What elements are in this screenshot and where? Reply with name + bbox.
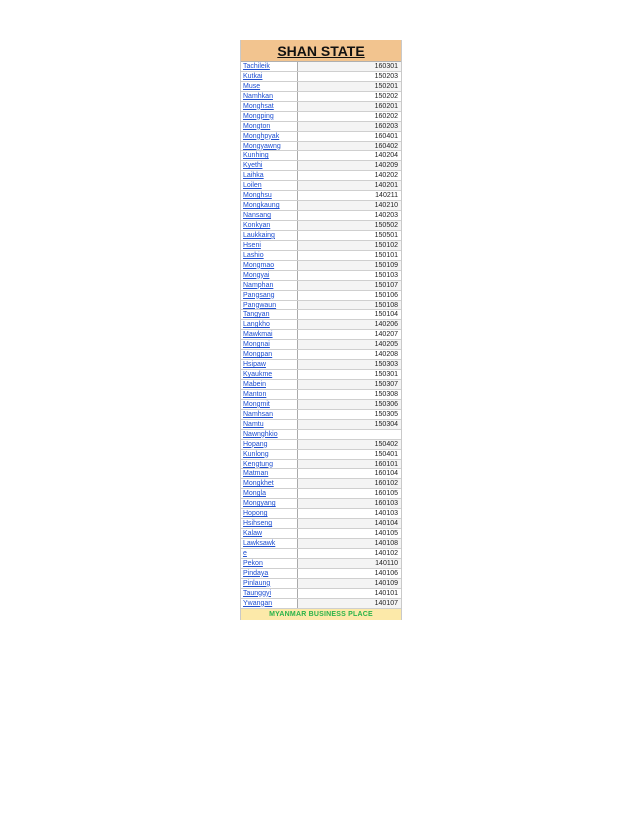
table-row: [241, 320, 401, 330]
table-row: [241, 261, 401, 271]
township-link[interactable]: Kyethi: [241, 161, 298, 170]
township-link[interactable]: Pangwaun: [241, 301, 298, 310]
township-link[interactable]: Mongnai: [241, 340, 298, 349]
township-link[interactable]: Mongmao: [241, 261, 298, 270]
township-link[interactable]: Hopong: [241, 509, 298, 518]
table-row: [241, 519, 401, 529]
township-code: 160202: [298, 112, 401, 121]
township-link[interactable]: Mongla: [241, 489, 298, 498]
table-row: [241, 211, 401, 221]
township-link[interactable]: Lawksawk: [241, 539, 298, 548]
table-row: [241, 430, 401, 440]
township-code: 140107: [298, 599, 401, 608]
township-link[interactable]: Kyaukme: [241, 370, 298, 379]
township-link[interactable]: Manton: [241, 390, 298, 399]
township-code: 150107: [298, 281, 401, 290]
table-row: [241, 231, 401, 241]
table-row: [241, 400, 401, 410]
table-row: [241, 251, 401, 261]
township-code: 150202: [298, 92, 401, 101]
township-code: 150108: [298, 301, 401, 310]
township-link[interactable]: Pindaya: [241, 569, 298, 578]
township-code: 140208: [298, 350, 401, 359]
township-link[interactable]: Monghsu: [241, 191, 298, 200]
table-row: [241, 350, 401, 360]
township-link[interactable]: Hopang: [241, 440, 298, 449]
township-link[interactable]: Mongton: [241, 122, 298, 131]
township-code: 150305: [298, 410, 401, 419]
township-link[interactable]: Mawkmai: [241, 330, 298, 339]
township-code: 140108: [298, 539, 401, 548]
table-row: [241, 489, 401, 499]
table-row: [241, 301, 401, 311]
township-link[interactable]: Hseni: [241, 241, 298, 250]
table-row: [241, 569, 401, 579]
table-row: [241, 479, 401, 489]
township-code: 150103: [298, 271, 401, 280]
township-code: 160105: [298, 489, 401, 498]
township-code: 160401: [298, 132, 401, 141]
table-row: [241, 122, 401, 132]
township-link[interactable]: Kalaw: [241, 529, 298, 538]
table-row: [241, 579, 401, 589]
township-link[interactable]: Konkyan: [241, 221, 298, 230]
township-code: 140210: [298, 201, 401, 210]
table-row: [241, 390, 401, 400]
table-row: [241, 509, 401, 519]
table-row: [241, 539, 401, 549]
township-link[interactable]: Namphan: [241, 281, 298, 290]
township-code: 150501: [298, 231, 401, 240]
township-code: 150102: [298, 241, 401, 250]
township-link[interactable]: Mongyai: [241, 271, 298, 280]
table-row: [241, 72, 401, 82]
township-code: 160203: [298, 122, 401, 131]
township-code: 150109: [298, 261, 401, 270]
township-code: 140104: [298, 519, 401, 528]
sheet-title: [241, 40, 401, 62]
table-row: [241, 549, 401, 559]
township-link[interactable]: Kengtung: [241, 460, 298, 469]
table-row: [241, 450, 401, 460]
township-link[interactable]: Taunggyi: [241, 589, 298, 598]
township-code: 150306: [298, 400, 401, 409]
township-code: 150203: [298, 72, 401, 81]
township-link[interactable]: Mongmit: [241, 400, 298, 409]
sheet-title-text: SHAN STATE: [277, 43, 365, 59]
township-code: 150401: [298, 450, 401, 459]
township-link[interactable]: Lashio: [241, 251, 298, 260]
table-row: [241, 171, 401, 181]
township-link[interactable]: Kutkai: [241, 72, 298, 81]
township-link[interactable]: Mongyawng: [241, 142, 298, 151]
table-row: [241, 221, 401, 231]
table-row: [241, 370, 401, 380]
township-link[interactable]: Pekon: [241, 559, 298, 568]
township-code: 140109: [298, 579, 401, 588]
township-link[interactable]: Namtu: [241, 420, 298, 429]
township-link[interactable]: Loilen: [241, 181, 298, 190]
footer-label: MYANMAR BUSINESS PLACE: [241, 609, 401, 620]
township-code: 140103: [298, 509, 401, 518]
table-row: [241, 380, 401, 390]
table-row: [241, 281, 401, 291]
township-code: 140202: [298, 171, 401, 180]
township-link[interactable]: Hsihseng: [241, 519, 298, 528]
township-code: [298, 430, 401, 439]
table-row: [241, 161, 401, 171]
township-link[interactable]: Kunhing: [241, 151, 298, 160]
township-link[interactable]: Ywangan: [241, 599, 298, 608]
township-code: 150402: [298, 440, 401, 449]
township-link[interactable]: Muse: [241, 82, 298, 91]
table-row: [241, 92, 401, 102]
table-row: [241, 132, 401, 142]
township-code: 150201: [298, 82, 401, 91]
township-code: 160102: [298, 479, 401, 488]
table-row: [241, 241, 401, 251]
township-code: 140201: [298, 181, 401, 190]
table-row: [241, 291, 401, 301]
township-code: 140206: [298, 320, 401, 329]
township-code: 150301: [298, 370, 401, 379]
table-row: [241, 499, 401, 509]
township-code: 140207: [298, 330, 401, 339]
township-link[interactable]: Mongkhet: [241, 479, 298, 488]
table-row: [241, 201, 401, 211]
table-row: [241, 529, 401, 539]
table-row: [241, 102, 401, 112]
township-link[interactable]: Monghsat: [241, 102, 298, 111]
township-link[interactable]: Langkho: [241, 320, 298, 329]
township-code: 140203: [298, 211, 401, 220]
township-code: 150303: [298, 360, 401, 369]
township-link[interactable]: e: [241, 549, 298, 558]
table-row: [241, 82, 401, 92]
township-link[interactable]: Kunlong: [241, 450, 298, 459]
township-code: 160301: [298, 62, 401, 71]
table-row: [241, 62, 401, 72]
table-row: [241, 181, 401, 191]
township-code: 150304: [298, 420, 401, 429]
township-code: 140211: [298, 191, 401, 200]
township-code: 160104: [298, 469, 401, 478]
township-code: 140105: [298, 529, 401, 538]
table-row: [241, 310, 401, 320]
township-code: 150106: [298, 291, 401, 300]
table-row: [241, 340, 401, 350]
table-row: [241, 460, 401, 470]
township-code: 150308: [298, 390, 401, 399]
table-row: [241, 599, 401, 609]
township-code: 160103: [298, 499, 401, 508]
township-link[interactable]: Monghpyak: [241, 132, 298, 141]
township-code: 140110: [298, 559, 401, 568]
table-row: [241, 360, 401, 370]
township-code: 140209: [298, 161, 401, 170]
table-row: [241, 330, 401, 340]
township-code: 160201: [298, 102, 401, 111]
township-link[interactable]: Nawnghkio: [241, 430, 298, 439]
township-link[interactable]: Mabein: [241, 380, 298, 389]
township-link[interactable]: Laukkaing: [241, 231, 298, 240]
table-row: [241, 469, 401, 479]
township-link[interactable]: Mongkaung: [241, 201, 298, 210]
township-code: 140106: [298, 569, 401, 578]
township-link[interactable]: Nansang: [241, 211, 298, 220]
table-row: [241, 112, 401, 122]
township-code: 150307: [298, 380, 401, 389]
table-row: [241, 142, 401, 152]
township-code: 140204: [298, 151, 401, 160]
township-link[interactable]: Hsipaw: [241, 360, 298, 369]
table-row: [241, 191, 401, 201]
township-link[interactable]: Matman: [241, 469, 298, 478]
township-link[interactable]: Laihka: [241, 171, 298, 180]
township-link[interactable]: Pangsang: [241, 291, 298, 300]
table-row: [241, 440, 401, 450]
township-link[interactable]: Pinlaung: [241, 579, 298, 588]
township-code: 140205: [298, 340, 401, 349]
township-link[interactable]: Tachileik: [241, 62, 298, 71]
township-code: 140102: [298, 549, 401, 558]
spreadsheet-table: [240, 40, 402, 620]
township-code: 150101: [298, 251, 401, 260]
township-link[interactable]: Tangyan: [241, 310, 298, 319]
township-link[interactable]: Namhsan: [241, 410, 298, 419]
township-code: 160402: [298, 142, 401, 151]
table-body: [241, 62, 401, 609]
table-row: [241, 410, 401, 420]
table-row: [241, 271, 401, 281]
township-link[interactable]: Namhkan: [241, 92, 298, 101]
township-code: 140101: [298, 589, 401, 598]
township-link[interactable]: Mongping: [241, 112, 298, 121]
township-code: 160101: [298, 460, 401, 469]
township-code: 150502: [298, 221, 401, 230]
table-row: [241, 151, 401, 161]
table-row: [241, 420, 401, 430]
table-row: [241, 589, 401, 599]
table-row: [241, 559, 401, 569]
township-code: 150104: [298, 310, 401, 319]
township-link[interactable]: Mongpan: [241, 350, 298, 359]
township-link[interactable]: Mongyang: [241, 499, 298, 508]
